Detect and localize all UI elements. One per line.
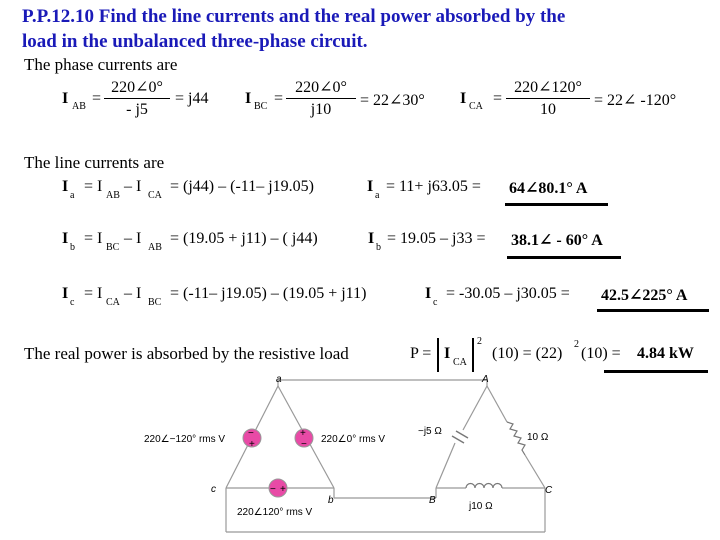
node-a-label: a: [276, 374, 282, 385]
inductor-icon: [466, 484, 502, 489]
iab-result: = j44: [175, 90, 209, 107]
line-currents-intro: The line currents are: [24, 153, 165, 172]
node-b-label: b: [328, 495, 334, 506]
node-C-label: C: [545, 485, 553, 496]
ica-result: = 22∠ -120°: [594, 92, 677, 109]
capacitor-label: −j5 Ω: [418, 426, 442, 437]
svg-text:+: +: [249, 439, 255, 450]
problem-title-line1: P.P.12.10 Find the line currents and the real power absorbed by the: [22, 6, 566, 27]
ia-answer-underline: [505, 203, 608, 206]
source2-label: 220∠0° rms V: [321, 434, 386, 445]
ic-answer: 42.5∠225° A: [601, 287, 688, 304]
node-B-label: B: [429, 495, 436, 506]
iab-fraction: $\frac{220\angle 0^\circ}{- j5}$: [104, 78, 170, 121]
svg-text:−: −: [248, 428, 254, 439]
source3-label: 220∠120° rms V: [237, 507, 313, 518]
ib-answer: 38.1∠ - 60° A: [511, 232, 603, 249]
voltage-source-2: [295, 428, 313, 450]
power-answer: 4.84 kW: [637, 345, 694, 362]
ibc-fraction: $\frac{220\angle 0^\circ}{j10}$: [286, 78, 356, 121]
node-A-label: A: [482, 374, 489, 385]
svg-text:−: −: [301, 439, 307, 450]
resistor-label: 10 Ω: [527, 432, 549, 443]
voltage-source-3: [269, 479, 287, 497]
svg-text:−: −: [270, 484, 276, 495]
abs-bar-left: [437, 338, 439, 372]
capacitor-icon: [452, 431, 468, 443]
ibc-result: = 22∠30°: [360, 92, 425, 109]
problem-title-line2: load in the unbalanced three-phase circuit.: [22, 31, 368, 52]
inductor-label: j10 Ω: [469, 501, 493, 512]
circuit-diagram: [0, 372, 720, 540]
ic-answer-underline: [597, 309, 709, 312]
ica-fraction: $\frac{220\angle 120^\circ}{10}$: [506, 78, 590, 121]
source1-label: 220∠−120° rms V: [144, 434, 226, 445]
ib-answer-underline: [507, 256, 621, 259]
resistor-icon: [507, 422, 525, 455]
svg-text:+: +: [280, 484, 286, 495]
phase-currents-intro: The phase currents are: [24, 55, 178, 74]
abs-bar-right: [472, 338, 474, 372]
svg-text:+: +: [300, 428, 306, 439]
node-c-label: c: [211, 484, 216, 495]
ia-answer: 64∠80.1° A: [509, 180, 588, 197]
voltage-source-1: [243, 428, 261, 450]
power-intro: The real power is absorbed by the resistive load: [24, 344, 349, 363]
